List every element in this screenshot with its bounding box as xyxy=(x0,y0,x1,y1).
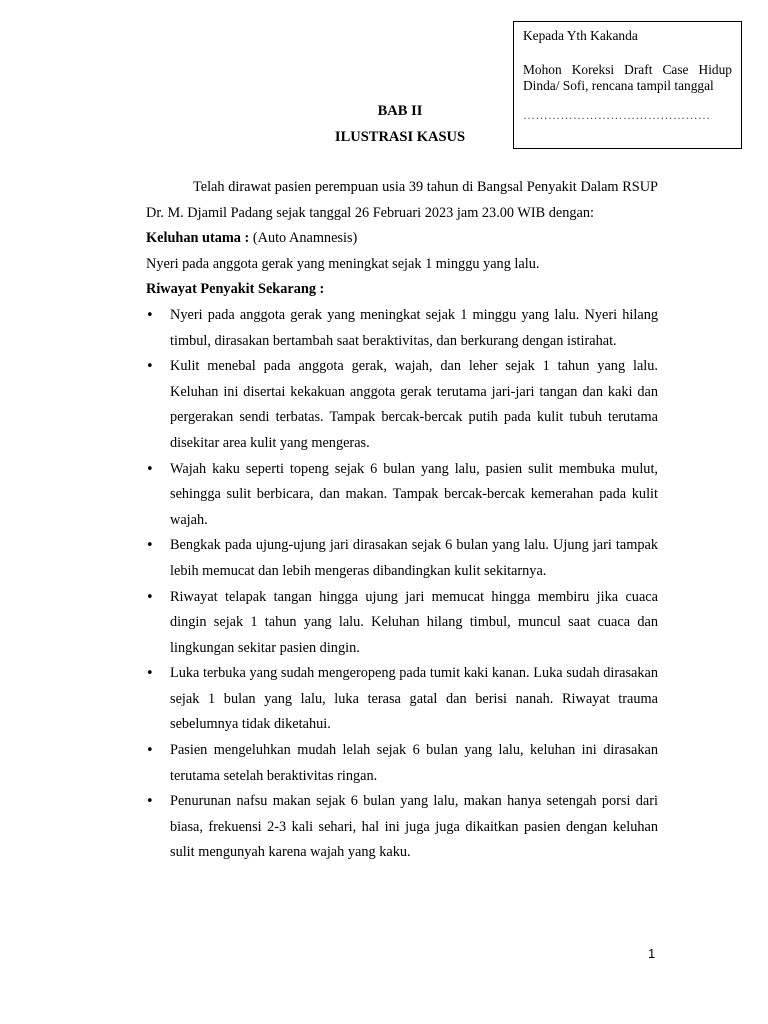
keluhan-utama-label: Keluhan utama : xyxy=(146,230,250,247)
list-item: • Bengkak pada ujung-ujung jari dirasakan sejak 6 bulan yang lalu. Ujung jari tampak lebih memucat dan lebih mengeras dibandingkan kulit sekitarnya. xyxy=(146,533,658,584)
keluhan-utama-text: Nyeri pada anggota gerak yang meningkat sejak 1 minggu yang lalu. xyxy=(146,255,540,272)
document-body xyxy=(146,175,658,866)
list-item: • Wajah kaku seperti topeng sejak 6 bulan yang lalu, pasien sulit membuka mulut, sehingga sulit berbicara, dan makan. Tampak bercak-bercak kemerahan pada kulit wajah. xyxy=(146,457,658,534)
list-item: • Kulit menebal pada anggota gerak, wajah, dan leher sejak 1 tahun yang lalu. Keluhan ini disertai kekakuan anggota gerak terutama jari-jari tangan dan kaki dan pergerakan sendi terbatas. Tampak bercak-bercak putih pada kulit tubuh terutama disekitar area kulit yang mengeras. xyxy=(146,354,658,456)
chapter-heading: BAB II xyxy=(377,103,423,119)
list-item: • Nyeri pada anggota gerak yang meningkat sejak 1 minggu yang lalu. Nyeri hilang timbul, dirasakan bertambah saat beraktivitas, dan berkurang dengan istirahat. xyxy=(146,303,658,354)
chapter-title: ILUSTRASI KASUS xyxy=(334,129,466,145)
intro-paragraph: Telah dirawat pasien perempuan usia 39 tahun di Bangsal Penyakit Dalam RSUP Dr. M. Djamil Padang sejak tanggal 26 Februari 2023 jam 23.00 WIB dengan: xyxy=(146,179,658,221)
riwayat-list xyxy=(146,303,658,866)
list-item: • Penurunan nafsu makan sejak 6 bulan yang lalu, makan hanya setengah porsi dari biasa, frekuensi 2-3 kali sehari, hal ini juga juga dikaitkan pasien dengan keluhan sulit mengunyah karena wajah yang kaku. xyxy=(146,789,658,866)
list-item: • Riwayat telapak tangan hingga ujung jari memucat hingga membiru jika cuaca dingin sejak 1 tahun yang lalu. Keluhan hilang timbul, muncul saat cuaca dan lingkungan sekitar pasien dingin. xyxy=(146,585,658,662)
page-number: 1 xyxy=(648,946,656,961)
list-item: • Pasien mengeluhkan mudah lelah sejak 6 bulan yang lalu, keluhan ini dirasakan terutama setelah beraktivitas ringan. xyxy=(146,738,658,789)
riwayat-label: Riwayat Penyakit Sekarang : xyxy=(146,281,325,298)
note-greeting: Kepada Yth Kakanda xyxy=(523,28,638,43)
note-date-placeholder: ……………………………………… xyxy=(523,107,711,122)
keluhan-utama-source: (Auto Anamnesis) xyxy=(249,230,358,247)
keluhan-utama-line xyxy=(146,226,658,252)
note-body: Mohon Koreksi Draft Case Hidup Dinda/ Sofi, rencana tampil tanggal xyxy=(523,61,732,93)
list-item: • Luka terbuka yang sudah mengeropeng pada tumit kaki kanan. Luka sudah dirasakan sejak 1 bulan yang lalu, luka terasa gatal dan berisi nanah. Riwayat trauma sebelumnya tidak diketahui. xyxy=(146,661,658,738)
